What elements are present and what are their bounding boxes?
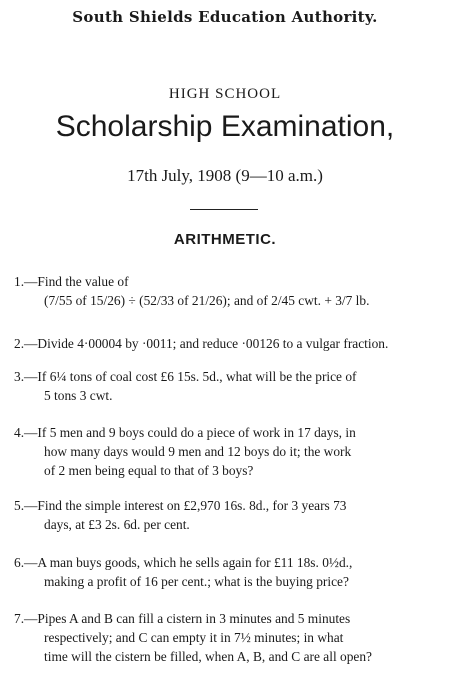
exam-date: 17th July, 1908 (9—10 a.m.)	[127, 166, 323, 185]
question-3	[14, 367, 440, 405]
question-1	[14, 272, 440, 310]
question-1-line-1: 1.—Find the value of	[14, 274, 129, 289]
question-5-line-2: days, at £3 2s. 6d. per cent.	[44, 517, 190, 532]
question-4-line-2: how many days would 9 men and 12 boys do it; the work	[44, 444, 352, 459]
question-4-line-1: 4.—If 5 men and 9 boys could do a piece of work in 17 days, in	[14, 425, 356, 440]
question-6	[14, 553, 440, 591]
question-7-line-2: respectively; and C can empty it in 7½ minutes; in what	[44, 630, 344, 645]
divider-rule	[190, 209, 258, 210]
question-7-line-3: time will the cistern be filled, when A, B, and C are all open?	[44, 649, 372, 664]
question-7	[14, 609, 440, 666]
question-2	[14, 334, 440, 353]
question-3-line-2: 5 tons 3 cwt.	[44, 388, 113, 403]
question-4-line-3: of 2 men being equal to that of 3 boys?	[44, 463, 254, 478]
question-1-line-2: (7/55 of 15/26) ÷ (52/33 of 21/26); and of 2/45 cwt. + 3/7 lb.	[44, 293, 370, 308]
exam-title: Scholarship Examination,	[55, 110, 395, 143]
question-6-line-1: 6.—A man buys goods, which he sells again for £11 18s. 0½d.,	[14, 555, 353, 570]
school-name: HIGH SCHOOL	[168, 86, 282, 102]
question-2-line-1: 2.—Divide 4·00004 by ·0011; and reduce ·00126 to a vulgar fraction.	[14, 336, 389, 351]
question-5	[14, 496, 440, 534]
question-7-line-1: 7.—Pipes A and B can fill a cistern in 3 minutes and 5 minutes	[14, 611, 351, 626]
question-5-line-1: 5.—Find the simple interest on £2,970 16s. 8d., for 3 years 73	[14, 498, 347, 513]
authority-heading: South Shields Education Authority.	[72, 8, 378, 26]
question-3-line-1: 3.—If 6¼ tons of coal cost £6 15s. 5d., what will be the price of	[14, 369, 357, 384]
question-6-line-2: making a profit of 16 per cent.; what is the buying price?	[44, 574, 349, 589]
subject-heading: ARITHMETIC.	[173, 231, 277, 248]
question-4	[14, 423, 440, 480]
